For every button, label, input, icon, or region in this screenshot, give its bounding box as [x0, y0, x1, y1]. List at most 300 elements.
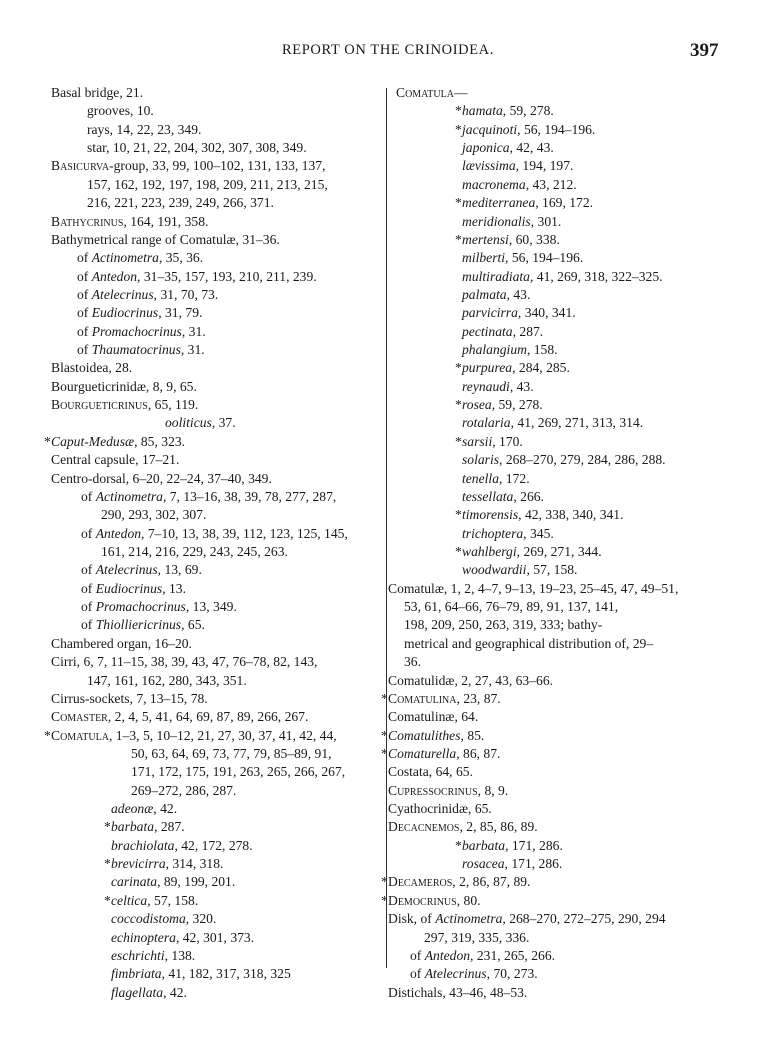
entry-text: of: [77, 342, 92, 358]
index-entry: [384, 708, 714, 726]
entry-text: , 41, 269, 271, 313, 314.: [510, 415, 644, 431]
genus-term: Bathycrinus: [51, 213, 124, 229]
entry-text: of: [81, 562, 96, 578]
entry-text: , 2, 85, 86, 89.: [459, 819, 538, 835]
asterisk-marker: *: [455, 397, 462, 413]
index-entry: [384, 965, 714, 983]
entry-text: , 287.: [154, 819, 185, 835]
italic-term: brachiolata: [111, 837, 175, 853]
index-entry: [51, 818, 381, 836]
index-entry: [384, 984, 714, 1002]
asterisk-marker: *: [455, 507, 462, 523]
index-entry: [384, 580, 714, 598]
index-entry: [51, 249, 381, 267]
index-entry: [51, 837, 381, 855]
entry-text: of: [81, 488, 96, 504]
index-entry: [51, 910, 381, 928]
entry-text: , 70, 273.: [486, 966, 538, 982]
index-entry: [384, 194, 714, 212]
entry-text: , 320.: [185, 911, 217, 927]
italic-term: milberti: [462, 250, 506, 266]
index-entry: [384, 598, 714, 616]
italic-term: brevicirra: [111, 856, 166, 872]
italic-term: barbata: [111, 819, 155, 835]
entry-text: 147, 161, 162, 280, 343, 351.: [87, 672, 247, 688]
index-entry: [51, 782, 381, 800]
italic-term: meridionalis: [462, 213, 531, 229]
index-entry: [51, 672, 381, 690]
index-entry: [384, 470, 714, 488]
index-entry: [384, 653, 714, 671]
index-entry: [51, 176, 381, 194]
entry-text: , 2, 4, 5, 41, 64, 69, 87, 89, 266, 267.: [107, 709, 309, 725]
entry-text: of: [77, 250, 92, 266]
index-entry: [384, 304, 714, 322]
index-column-left: [44, 84, 381, 1002]
entry-text: , 59, 278.: [502, 103, 554, 119]
entry-text: , 8, 9.: [477, 782, 509, 798]
entry-text: of: [410, 966, 425, 982]
entry-text: star, 10, 21, 22, 204, 302, 307, 308, 349.: [87, 140, 307, 156]
index-entry: [51, 378, 381, 396]
italic-term: pectinata: [462, 323, 513, 339]
italic-term: purpurea: [462, 360, 513, 376]
entry-text: , 42.: [163, 984, 187, 1000]
entry-text: Comatulæ, 1, 2, 4–7, 9–13, 19–23, 25–45, 47, 49–51,: [388, 580, 679, 596]
italic-term: jacquinoti: [462, 121, 518, 137]
entry-text: , 164, 191, 358.: [123, 213, 209, 229]
asterisk-marker: *: [381, 745, 388, 761]
index-entry: [51, 984, 381, 1002]
entry-text: , 314, 318.: [165, 856, 224, 872]
index-entry: [51, 690, 381, 708]
index-entry: [384, 84, 714, 102]
italic-term: multiradiata: [462, 268, 530, 284]
index-entry: [384, 341, 714, 359]
italic-term: Thiolliericrinus: [95, 617, 182, 633]
italic-term: barbata: [462, 837, 506, 853]
italic-term: Actinometra: [435, 911, 503, 927]
italic-term: parvicirra: [462, 305, 518, 321]
index-entry: [384, 213, 714, 231]
entry-text: , 31, 79.: [158, 305, 203, 321]
index-entry: [51, 157, 381, 175]
index-entry: [44, 433, 381, 451]
italic-term: Atelecrinus: [91, 286, 154, 302]
entry-text: , 340, 341.: [517, 305, 576, 321]
asterisk-marker: *: [455, 360, 462, 376]
index-entry: [381, 873, 714, 891]
italic-term: Atelecrinus: [424, 966, 487, 982]
asterisk-marker: *: [104, 819, 111, 835]
entry-text: Basal bridge, 21.: [51, 85, 144, 100]
index-entry: [51, 268, 381, 286]
entry-text: , 85.: [460, 727, 485, 743]
italic-term: carinata: [111, 874, 158, 890]
entry-text: 36.: [404, 654, 421, 670]
entry-text: , 85, 323.: [134, 433, 186, 449]
entry-text: , 35, 36.: [158, 250, 204, 266]
italic-term: Atelecrinus: [95, 562, 158, 578]
index-entry: [384, 818, 714, 836]
index-entry: [51, 598, 381, 616]
entry-text: , 7, 13–16, 38, 39, 78, 277, 287,: [162, 488, 337, 504]
index-entry: [384, 378, 714, 396]
index-entry: [384, 800, 714, 818]
entry-text: , 23, 87.: [456, 690, 501, 706]
italic-term: eschrichti: [111, 947, 165, 963]
italic-term: Antedon: [424, 947, 471, 963]
asterisk-marker: *: [455, 433, 462, 449]
italic-term: Comatulithes: [388, 727, 461, 743]
entry-text: 53, 61, 64–66, 76–79, 89, 91, 137, 141,: [404, 599, 619, 615]
entry-text: , 42, 338, 340, 341.: [518, 507, 624, 523]
genus-term: Basicurva: [51, 158, 110, 174]
entry-text: of: [81, 617, 96, 633]
asterisk-marker: *: [455, 231, 462, 247]
entry-text: rays, 14, 22, 23, 349.: [87, 121, 202, 137]
asterisk-marker: *: [381, 874, 388, 890]
index-entry: [51, 121, 381, 139]
index-entry: [51, 139, 381, 157]
entry-text: , 231, 265, 266.: [470, 947, 556, 963]
entry-text: , 269, 271, 344.: [516, 543, 602, 559]
entry-text: , 7–10, 13, 38, 39, 112, 123, 125, 145,: [141, 525, 348, 541]
index-entry: [51, 947, 381, 965]
entry-text: , 65.: [181, 617, 205, 633]
italic-term: reynaudi: [462, 378, 510, 394]
asterisk-marker: *: [381, 892, 388, 908]
asterisk-marker: *: [44, 433, 51, 449]
index-entry: [384, 102, 714, 120]
italic-term: flagellata: [111, 984, 164, 1000]
italic-term: Comaturella: [388, 745, 457, 761]
entry-text: , 56, 194–196.: [505, 250, 584, 266]
entry-text: , 266.: [513, 488, 544, 504]
genus-term: Democrinus: [388, 892, 457, 908]
index-column-right: [381, 84, 714, 1002]
index-entry: [51, 213, 381, 231]
italic-term: trichoptera: [462, 525, 524, 541]
entry-text: , 345.: [523, 525, 554, 541]
index-entry: [384, 268, 714, 286]
entry-text: Bourgueticrinidæ, 8, 9, 65.: [51, 378, 197, 394]
entry-text: , 37.: [211, 415, 236, 431]
entry-text: metrical and geographical distribution of, 29–: [404, 635, 654, 651]
entry-text: , 301.: [530, 213, 562, 229]
italic-term: hamata: [462, 103, 503, 119]
entry-text: Costata, 64, 65.: [388, 764, 473, 780]
genus-term: Comatula: [396, 85, 454, 100]
index-entry: [51, 396, 381, 414]
entry-text: , 65, 119.: [147, 397, 199, 413]
italic-term: rosea: [462, 397, 492, 413]
index-entry: [51, 359, 381, 377]
entry-text: Cirrus-sockets, 7, 13–15, 78.: [51, 690, 208, 706]
italic-term: timorensis: [462, 507, 519, 523]
entry-text: Distichals, 43–46, 48–53.: [388, 984, 528, 1000]
index-entry: [384, 396, 714, 414]
entry-text: , 86, 87.: [456, 745, 501, 761]
asterisk-marker: *: [381, 727, 388, 743]
entry-text: , 59, 278.: [491, 397, 543, 413]
index-entry: [384, 249, 714, 267]
entry-text: —: [453, 85, 468, 100]
entry-text: , 2, 86, 87, 89.: [452, 874, 531, 890]
asterisk-marker: *: [104, 892, 111, 908]
index-entry: [51, 745, 381, 763]
index-entry: [51, 304, 381, 322]
italic-term: sarsii: [462, 433, 493, 449]
index-entry: [51, 194, 381, 212]
index-entry: [384, 947, 714, 965]
entry-text: , 42, 43.: [509, 140, 554, 156]
index-entry: [384, 506, 714, 524]
genus-term: Cupressocrinus: [388, 782, 478, 798]
entry-text: 161, 214, 216, 229, 243, 245, 263.: [101, 543, 288, 559]
index-entry: [51, 800, 381, 818]
index-entry: [384, 488, 714, 506]
italic-term: japonica: [462, 140, 510, 156]
entry-text: Cyathocrinidæ, 65.: [388, 801, 492, 817]
index-entry: [51, 451, 381, 469]
entry-text: , 42.: [153, 801, 178, 817]
entry-text: Bathymetrical range of Comatulæ, 31–36.: [51, 231, 280, 247]
entry-text: , 158.: [526, 342, 558, 358]
entry-text: Cirri, 6, 7, 11–15, 38, 39, 43, 47, 76–78, 82, 143,: [51, 654, 318, 670]
italic-term: woodwardii: [462, 562, 527, 578]
asterisk-marker: *: [455, 121, 462, 137]
entry-text: Comatulidæ, 2, 27, 43, 63–66.: [388, 672, 554, 688]
index-entry: [51, 506, 381, 524]
entry-text: Chambered organ, 16–20.: [51, 635, 192, 651]
entry-text: , 287.: [512, 323, 544, 339]
italic-term: Caput-Medusæ: [51, 433, 135, 449]
entry-text: , 41, 182, 317, 318, 325: [161, 966, 291, 982]
index-entry: [51, 525, 381, 543]
asterisk-marker: *: [104, 856, 111, 872]
genus-term: Comaster: [51, 709, 108, 725]
italic-term: Antedon: [91, 268, 138, 284]
entry-text: , 13, 69.: [157, 562, 202, 578]
entry-text: , 31–35, 157, 193, 210, 211, 239.: [137, 268, 317, 284]
index-entry: [384, 561, 714, 579]
index-entry: [384, 910, 714, 928]
entry-text: , 284, 285.: [512, 360, 570, 376]
index-entry: [51, 286, 381, 304]
italic-term: Eudiocrinus: [95, 580, 163, 596]
entry-text: Blastoidea, 28.: [51, 360, 133, 376]
entry-text: , 42, 301, 373.: [175, 929, 255, 945]
index-entry: [51, 873, 381, 891]
index-entry: [384, 451, 714, 469]
index-entry: [384, 139, 714, 157]
italic-term: coccodistoma: [111, 911, 186, 927]
entry-text: 198, 209, 250, 263, 319, 333; bathy-: [404, 617, 603, 633]
index-entry: [51, 708, 381, 726]
asterisk-marker: *: [44, 727, 51, 743]
index-entry: [384, 359, 714, 377]
entry-text: , 43.: [506, 286, 531, 302]
entry-text: , 172.: [499, 470, 530, 486]
italic-term: tessellata: [462, 488, 514, 504]
index-entry: [384, 543, 714, 561]
index-entry: [384, 837, 714, 855]
entry-text: , 171, 286.: [505, 837, 563, 853]
entry-text: of: [77, 268, 92, 284]
italic-term: lævissima: [462, 158, 516, 174]
italic-term: mertensi: [462, 231, 509, 247]
index-entry: [51, 653, 381, 671]
entry-text: , 80.: [456, 892, 481, 908]
entry-text: , 89, 199, 201.: [157, 874, 236, 890]
index-entry: [51, 543, 381, 561]
entry-text: , 43.: [509, 378, 534, 394]
index-entry: [51, 892, 381, 910]
italic-term: ooliticus: [165, 415, 212, 431]
entry-text: , 13.: [162, 580, 186, 596]
entry-text: Disk, of: [388, 911, 436, 927]
asterisk-marker: *: [455, 195, 462, 211]
entry-text: , 43, 212.: [525, 176, 577, 192]
asterisk-marker: *: [455, 543, 462, 559]
index-entry: [51, 635, 381, 653]
italic-term: phalangium: [462, 342, 527, 358]
italic-term: celtica: [111, 892, 148, 908]
index-entry: [381, 727, 714, 745]
italic-term: Actinometra: [91, 250, 159, 266]
entry-text: , 171, 286.: [504, 856, 563, 872]
entry-text: 171, 172, 175, 191, 263, 265, 266, 267,: [131, 764, 346, 780]
italic-term: Thaumatocrinus: [91, 342, 181, 358]
entry-text: , 57, 158.: [526, 562, 578, 578]
index-entry: [384, 414, 714, 432]
genus-term: Comatula: [51, 727, 109, 743]
italic-term: Promachocrinus: [91, 323, 182, 339]
index-entry: [51, 763, 381, 781]
entry-text: -group, 33, 99, 100–102, 131, 133, 137,: [109, 158, 326, 174]
entry-text: 290, 293, 302, 307.: [101, 507, 207, 523]
index-entry: [51, 231, 381, 249]
index-entry: [51, 323, 381, 341]
entry-text: , 56, 194–196.: [517, 121, 596, 137]
entry-text: , 31.: [180, 342, 205, 358]
index-entry: [384, 635, 714, 653]
index-entry: [51, 616, 381, 634]
entry-text: 157, 162, 192, 197, 198, 209, 211, 213, 215,: [87, 176, 328, 192]
entry-text: Central capsule, 17–21.: [51, 452, 180, 468]
entry-text: , 170.: [492, 433, 523, 449]
entry-text: , 138.: [164, 947, 196, 963]
index-entry: [384, 929, 714, 947]
genus-term: Decacnemos: [388, 819, 460, 835]
entry-text: , 31.: [181, 323, 206, 339]
index-entry: [51, 580, 381, 598]
index-entry: [381, 892, 714, 910]
entry-text: of: [81, 525, 96, 541]
asterisk-marker: *: [455, 103, 462, 119]
italic-term: wahlbergi: [462, 543, 517, 559]
entry-text: , 41, 269, 318, 322–325.: [529, 268, 663, 284]
running-header-title: REPORT ON THE CRINOIDEA.: [282, 42, 494, 58]
entry-text: 50, 63, 64, 69, 73, 77, 79, 85–89, 91,: [131, 745, 332, 761]
entry-text: Centro-dorsal, 6–20, 22–24, 37–40, 349.: [51, 470, 272, 486]
entry-text: , 169, 172.: [535, 195, 594, 211]
entry-text: of: [410, 947, 425, 963]
italic-term: macronema: [462, 176, 526, 192]
index-entry: [51, 855, 381, 873]
entry-text: , 1–3, 5, 10–12, 21, 27, 30, 37, 41, 42, 44,: [108, 727, 337, 743]
index-entry: [384, 323, 714, 341]
entry-text: , 42, 172, 278.: [174, 837, 253, 853]
index-entry: [384, 231, 714, 249]
italic-term: Promachocrinus: [95, 599, 186, 615]
index-entry: [51, 470, 381, 488]
genus-term: Bourgueticrinus: [51, 397, 148, 413]
index-entry: [51, 561, 381, 579]
entry-text: Comatulinæ, 64.: [388, 709, 479, 725]
italic-term: adeonæ: [111, 801, 154, 817]
entry-text: 269–272, 286, 287.: [131, 782, 237, 798]
entry-text: of: [81, 599, 96, 615]
entry-text: of: [81, 580, 96, 596]
entry-text: of: [77, 305, 92, 321]
italic-term: mediterranea: [462, 195, 536, 211]
entry-text: grooves, 10.: [87, 103, 154, 119]
index-entry: [384, 157, 714, 175]
italic-term: tenella: [462, 470, 499, 486]
index-entry: [384, 176, 714, 194]
index-entry: [51, 929, 381, 947]
index-entry: [51, 414, 381, 432]
italic-term: echinoptera: [111, 929, 176, 945]
index-entry: [381, 745, 714, 763]
italic-term: rotalaria: [462, 415, 511, 431]
entry-text: , 268–270, 272–275, 290, 294: [502, 911, 666, 927]
genus-term: Decameros: [388, 874, 453, 890]
italic-term: Antedon: [95, 525, 142, 541]
entry-text: , 268–270, 279, 284, 286, 288.: [499, 452, 666, 468]
index-entry: [384, 763, 714, 781]
page-number: 397: [690, 40, 719, 61]
index-entry: [51, 102, 381, 120]
entry-text: 216, 221, 223, 239, 249, 266, 371.: [87, 195, 274, 211]
index-entry: [44, 727, 381, 745]
genus-term: Comatulina: [388, 690, 457, 706]
asterisk-marker: *: [455, 837, 462, 853]
asterisk-marker: *: [381, 690, 388, 706]
italic-term: rosacea: [462, 856, 505, 872]
index-entry: [384, 782, 714, 800]
index-entry: [384, 855, 714, 873]
entry-text: , 57, 158.: [147, 892, 199, 908]
index-entry: [384, 286, 714, 304]
index-entry: [384, 672, 714, 690]
entry-text: , 60, 338.: [508, 231, 560, 247]
index-entry: [384, 616, 714, 634]
italic-term: solaris: [462, 452, 500, 468]
italic-term: fimbriata: [111, 966, 162, 982]
index-entry: [51, 84, 381, 102]
index-entry: [51, 488, 381, 506]
italic-term: Eudiocrinus: [91, 305, 159, 321]
entry-text: , 31, 70, 73.: [153, 286, 219, 302]
index-entry: [384, 121, 714, 139]
entry-text: 297, 319, 335, 336.: [424, 929, 530, 945]
index-entry: [384, 433, 714, 451]
italic-term: Actinometra: [95, 488, 163, 504]
index-entry: [384, 525, 714, 543]
